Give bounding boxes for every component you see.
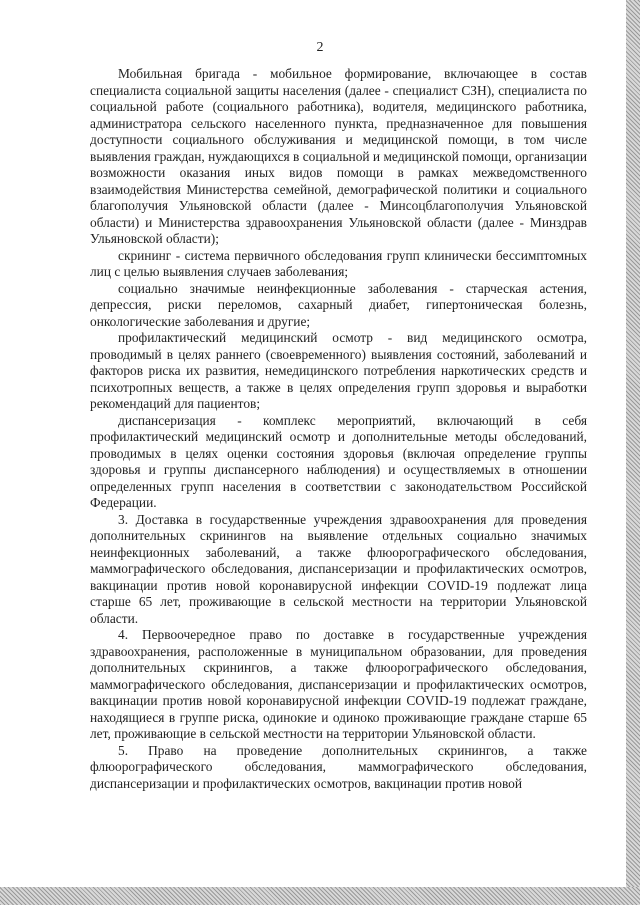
paragraph-mobile-brigade-definition: Мобильная бригада - мобильное формирование, включающее в состав специалиста социальной защиты населения (далее - специалист СЗН), специалиста по социальной работе (социального работника), водителя, медицинского работника, администратора сельского населенного пункта, предназначенное для повышения доступности социального обслуживания и медицинской помощи, в том числе выявления граждан, нуждающихся в социальной и медицинской помощи, организации возможности оказания иных видов помощи в рамках межведомственного взаимодействия Министерства семейной, демографической политики и социального благополучия Ульяновской области (далее - Минсоцблагополучия Ульяновской области) и Министерства здравоохранения Ульяновской области (далее - Минздрав Ульяновской области); <box>90 66 587 246</box>
paragraph-item-3: 3. Доставка в государственные учреждения здравоохранения для проведения дополнительных скринингов на выявление отдельных социально значимых неинфекционных заболеваний, а также флюорографического обследования, маммографического обследования, диспансеризации и профилактических осмотров, вакцинации против новой коронавирусной инфекции COVID-19 подлежат лица старше 65 лет, проживающие в сельской местности на территории Ульяновской области. <box>90 511 587 626</box>
paragraph-item-4: 4. Первоочередное право по доставке в государственные учреждения здравоохранения, расположенные в муниципальном образовании, для проведения дополнительных скринингов, а также флюорографического обследования, маммографического обследования, диспансеризации и профилактических осмотров, вакцинации против новой коронавирусной инфекции COVID-19 подлежат граждане, находящиеся в группе риска, одинокие и одиноко проживающие граждане старше 65 лет, проживающие в сельской местности на территории Ульяновской области. <box>90 627 587 741</box>
paragraph-preventive-exam-definition: профилактический медицинский осмотр - вид медицинского осмотра, проводимый в целях раннего (своевременного) выявления состояний, заболеваний и факторов риска их развития, немедицинского потребления наркотических средств и психотропных веществ, а также в целях определения групп здоровья и выработки рекомендаций для пациентов; <box>90 330 587 411</box>
paragraph-item-5: 5. Право на проведение дополнительных скринингов, а также флюорографического обследования, маммографического обследования, диспансеризации и профилактических осмотров, вакцинации против новой <box>90 742 587 791</box>
scan-edge-bottom <box>0 887 640 905</box>
document-body <box>90 66 587 792</box>
paragraph-noncommunicable-diseases-definition: социально значимые неинфекционные заболевания - старческая астения, депрессия, риски переломов, сахарный диабет, гипертоническая болезнь, онкологические заболевания и другие; <box>90 280 587 329</box>
paragraph-dispensarization-definition: диспансеризация - комплекс мероприятий, включающий в себя профилактический медицинский осмотр и дополнительные методы обследований, проводимых в целях оценки состояния здоровья (включая определение группы здоровья и группы диспансерного наблюдения) и осуществляемых в отношении определенных групп населения в соответствии с законодательством Российской Федерации. <box>90 412 587 510</box>
paragraph-screening-definition: скрининг - система первичного обследования групп клинически бессимптомных лиц с целью выявления случаев заболевания; <box>90 247 587 279</box>
scan-edge-right <box>626 0 640 905</box>
page-number: 2 <box>316 40 324 55</box>
